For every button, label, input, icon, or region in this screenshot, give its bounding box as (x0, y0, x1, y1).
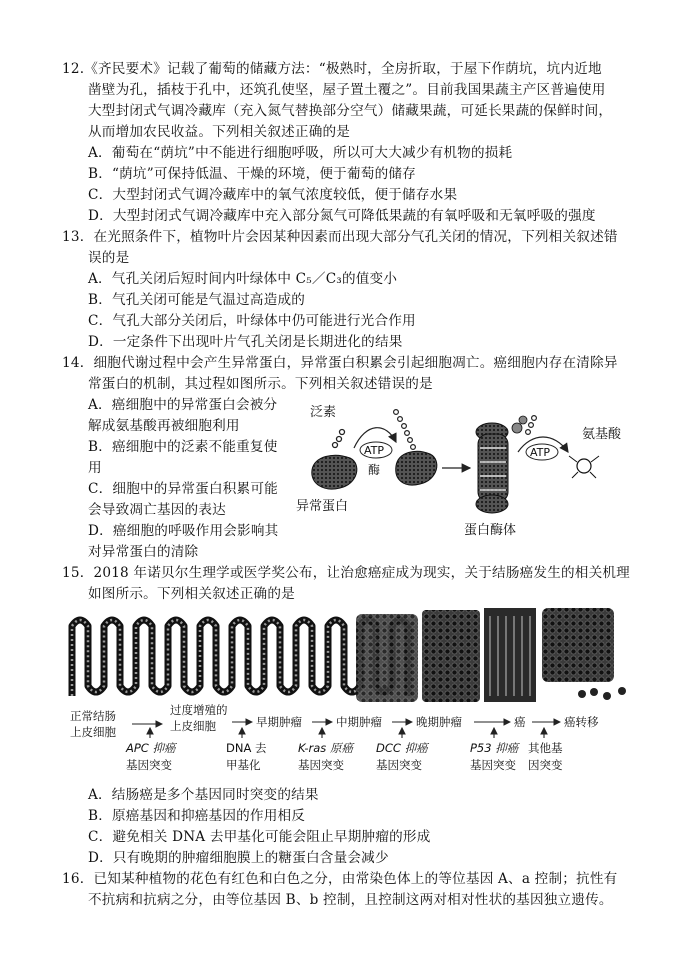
q14-stem-line: 14．细胞代谢过程中会产生异常蛋白，异常蛋白积累会引起细胞凋亡。癌细胞内存在清除异 (62, 355, 618, 371)
q14-option-d: D．癌细胞的呼吸作用会影响其 (88, 523, 279, 539)
proteasome-label: 蛋白酶体 (464, 523, 517, 538)
q12-stem-line: 从而增加农民收益。下列相关叙述正确的是 (88, 124, 351, 140)
ubiquitin-chain-icon (394, 410, 416, 450)
stage-label-hyperplastic: 过度增殖的 (170, 703, 228, 717)
q13-option-b: B．气孔关闭可能是气温过高造成的 (88, 292, 306, 308)
cause-p53-2: 基因突变 (470, 758, 516, 772)
enzyme-label: 酶 (368, 463, 381, 477)
q13-stem-line: 误的是 (88, 250, 130, 266)
q12-option-d: D．大型封闭式气调冷藏库中充入部分氮气可降低果蔬的有氧呼吸和无氧呼吸的强度 (88, 208, 596, 224)
q14-option-d-cont: 对异常蛋白的清除 (88, 544, 199, 560)
ubiquitin-label: 泛素 (310, 405, 337, 420)
cause-p53: P53 抑癌 (470, 741, 519, 755)
q13-option-d: D．一定条件下出现叶片气孔关闭是长期进化的结果 (88, 334, 403, 350)
cause-dna: DNA 去 (226, 741, 267, 755)
atp-label-1: ATP (364, 444, 385, 457)
cause-apc: APC 抑癌 (126, 741, 176, 755)
proteasome-figure (292, 392, 622, 542)
q12-option-b: B．“荫坑”可保持低温、干燥的环境，便于葡萄的储存 (88, 166, 416, 182)
stage-label-middle: 中期肿瘤 (336, 715, 382, 729)
abnormal-protein-label: 异常蛋白 (296, 499, 349, 514)
cause-other-2: 因突变 (528, 758, 563, 772)
colon-epithelium-illustration (72, 608, 626, 702)
ubiquitin-release-icon (526, 416, 537, 435)
tagged-protein-icon (396, 451, 437, 485)
q16-stem-line: 不抗病和抗病之分，由等位基因 B、b 控制，且控制这两对相对性状的基因独立遗传。 (88, 892, 613, 908)
q13-option-c: C．气孔大部分关闭后，叶绿体中仍可能进行光合作用 (88, 313, 416, 329)
abnormal-protein-icon (312, 455, 357, 489)
q12-option-c: C．大型封闭式气调冷藏库中的氧气浓度较低，便于储存水果 (88, 187, 458, 203)
cause-other: 其他基 (528, 741, 563, 755)
cause-kras-2: 基因突变 (298, 758, 344, 772)
q15-option-a: A．结肠癌是多个基因同时突变的结果 (88, 787, 319, 803)
q12-stem-line: 12.《齐民要术》记载了葡萄的储藏方法：“极熟时，全房折取，于屋下作荫坑，坑内近地 (62, 61, 602, 77)
q12-option-a: A．葡萄在“荫坑”中不能进行细胞呼吸，所以可大大减少有机物的损耗 (88, 145, 513, 161)
q14-option-c: C．细胞中的异常蛋白积累可能 (88, 481, 278, 497)
q12-stem-line: 凿壁为孔，插枝于孔中，还筑孔使坚，屋子置土覆之”。目前我国果蔬主产区普遍使用 (88, 82, 606, 98)
stage-label-normal-2: 上皮细胞 (70, 725, 116, 739)
colon-cancer-figure (66, 606, 646, 778)
stage-label-metastasis: 癌转移 (564, 715, 599, 729)
cause-dna-2: 甲基化 (226, 758, 261, 772)
q13-option-a: A．气孔关闭后短时间内叶绿体中 C₅／C₃的值变小 (88, 271, 398, 287)
proteasome-icon (476, 416, 527, 513)
q15-option-c: C．避免相关 DNA 去甲基化可能会阻止早期肿瘤的形成 (88, 829, 431, 845)
q12-stem-line: 大型封闭式气调冷藏库（充入氮气替换部分空气）储藏果蔬，可延长果蔬的保鲜时间， (88, 103, 613, 119)
q14-option-b: B．癌细胞中的泛素不能重复使 (88, 439, 278, 455)
cause-apc-2: 基因突变 (126, 758, 172, 772)
stage-label-late: 晚期肿瘤 (416, 715, 462, 729)
stage-label-cancer: 癌 (514, 715, 526, 729)
amino-acid-icon (569, 456, 599, 478)
q15-stem-line: 15．2018 年诺贝尔生理学或医学奖公布，让治愈癌症成为现实，关于结肠癌发生的相关机理 (62, 565, 630, 581)
q15-option-b: B．原癌基因和抑癌基因的作用相反 (88, 808, 306, 824)
q15-option-d: D．只有晚期的肿瘤细胞膜上的糖蛋白含量会减少 (88, 850, 389, 866)
amino-acid-label: 氨基酸 (582, 427, 622, 442)
q15-stem-line: 如图所示。下列相关叙述正确的是 (88, 586, 295, 602)
q14-stem-line: 常蛋白的机制，其过程如图所示。下列相关叙述错误的是 (88, 376, 433, 392)
q14-option-a-cont: 解成氨基酸再被细胞利用 (88, 418, 240, 434)
q16-stem-line: 16．已知某种植物的花色有红色和白色之分，由常染色体上的等位基因 A、a 控制；抗性有 (62, 871, 618, 887)
stage-label-hyperplastic-2: 上皮细胞 (170, 719, 216, 733)
q14-option-b-cont: 用 (88, 460, 102, 476)
q13-stem-line: 13．在光照条件下，植物叶片会因某种因素而出现大部分气孔关闭的情况，下列相关叙述错 (62, 229, 618, 245)
cause-dcc-2: 基因突变 (376, 758, 422, 772)
q14-option-a: A．癌细胞中的异常蛋白会被分 (88, 397, 278, 413)
cause-dcc: DCC 抑癌 (376, 741, 428, 755)
atp-label-2: ATP (530, 446, 551, 459)
ubiquitin-icon (333, 430, 345, 448)
stage-label-early: 早期肿瘤 (256, 715, 302, 729)
cause-kras: K-ras 原癌 (298, 741, 353, 755)
q14-option-c-cont: 会导致凋亡基因的表达 (88, 502, 226, 518)
stage-label-normal: 正常结肠 (70, 709, 116, 723)
